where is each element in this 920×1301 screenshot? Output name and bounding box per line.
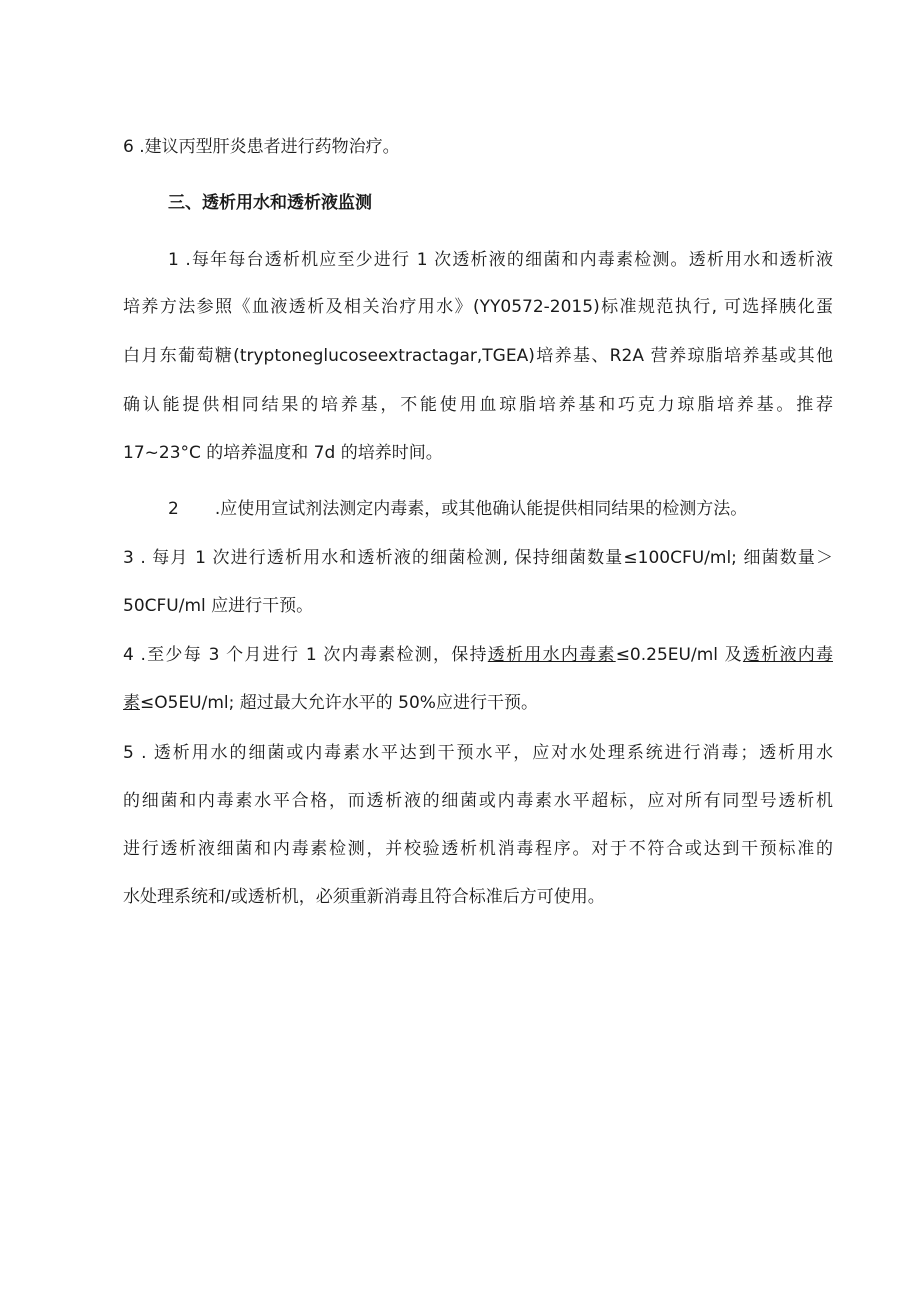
- para4-line2-text: ≤O5EU∕ml; 超过最大允许水平的 50%应进行干预。: [140, 693, 538, 713]
- para2-text: .应使用宣试剂法测定内毒素，或其他确认能提供相同结果的检测方法。: [214, 499, 748, 519]
- para1-line2: 培养方法参照《血液透析及相关治疗用水》(YY0572-2015)标准规范执行, 可选择胰化蛋: [123, 297, 833, 317]
- para5-line4: 水处理系统和∕或透析机，必须重新消毒且符合标准后方可使用。: [123, 887, 605, 907]
- para2-number: 2: [168, 499, 179, 519]
- para3-line2: 50CFU/ml 应进行干预。: [123, 596, 314, 616]
- section-heading: 三、透析用水和透析液监测: [168, 193, 372, 213]
- para3-line1: 3 . 每月 1 次进行透析用水和透析液的细菌检测, 保持细菌数量≤100CFU∕ml; 细菌数量＞: [123, 548, 833, 568]
- para5-line1: 5 . 透析用水的细菌或内毒素水平达到干预水平，应对水处理系统进行消毒；透析用水: [123, 743, 833, 763]
- item-6-line: 6 .建议丙型肝炎患者进行药物治疗。: [123, 137, 400, 157]
- para4-underline-dialysate-endotoxin: 透析液内毒: [742, 645, 833, 665]
- para1-line3: 白月东葡萄糖(tryptoneglucoseextractagar,TGEA)培养基、R2A 营养琼脂培养基或其他: [123, 346, 833, 366]
- para1-line1: 1 .每年每台透析机应至少进行 1 次透析液的细菌和内毒素检测。透析用水和透析液: [168, 250, 833, 270]
- para4-underline-su: 素: [123, 693, 140, 713]
- para4-line2: [123, 692, 833, 714]
- para5-line3: 进行透析液细菌和内毒素检测，并校验透析机消毒程序。对于不符合或达到干预标准的: [123, 839, 833, 859]
- para5-line2: 的细菌和内毒素水平合格，而透析液的细菌或内毒素水平超标，应对所有同型号透析机: [123, 791, 833, 811]
- para4-line1-text-a: 4 .至少每 3 个月进行 1 次内毒素检测，保持: [123, 645, 488, 665]
- para4-line1-text-b: ≤0.25EU∕ml 及: [615, 645, 743, 665]
- para4-line1: [123, 644, 833, 666]
- para2-line: [168, 498, 833, 520]
- para1-line5: 17~23°C 的培养温度和 7d 的培养时间。: [123, 443, 443, 463]
- para1-line4: 确认能提供相同结果的培养基，不能使用血琼脂培养基和巧克力琼脂培养基。推荐: [123, 395, 833, 415]
- para4-underline-water-endotoxin: 透析用水内毒素: [487, 645, 616, 665]
